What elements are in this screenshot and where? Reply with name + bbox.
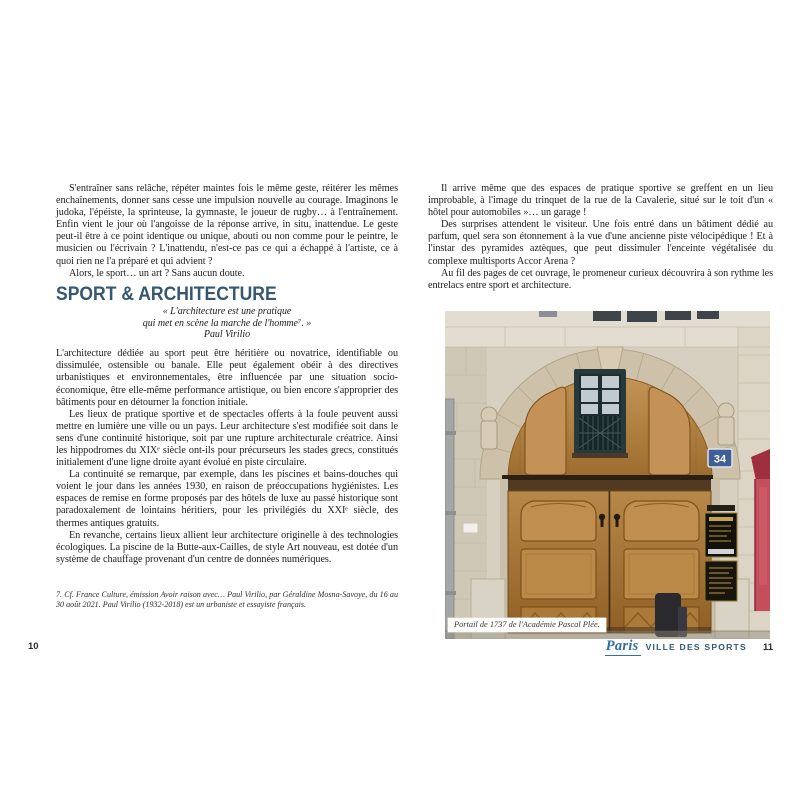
photo-caption: Portail de 1737 de l'Académie Pascal Plée. <box>448 618 606 632</box>
quote-line: « L'architecture est une pratique <box>162 305 292 317</box>
corbel-left <box>481 407 497 449</box>
page-number-left: 10 <box>28 641 39 652</box>
intro-paragraph: S'entraîner sans relâche, répéter maintes fois le même geste, réitérer les mêmes enchaînements, donner sans cesse une impulsion nouvelle au courage. Imaginons le judoka, l'épéiste, la sprinteuse, la gymnaste, le joueur de rugby… à l'entraînement. Enfin vient le jour où l'angoisse de la réponse arrive, in situ, inattendue. Le geste peut-il être à ce point identique ou unique, abouti ou non comme pour le peintre, le musicien ou l'écrivain ? L'inattendu, n'est-ce pas ce qui a échappé à l'artiste, ce à quoi rien ne l'a préparé et qui advient ? <box>56 183 398 267</box>
wall-sign <box>463 523 478 533</box>
transom-window <box>572 369 628 458</box>
drainpipe <box>445 399 456 639</box>
page-number-right: 11 <box>762 642 773 653</box>
footer-right <box>605 638 773 656</box>
body-paragraph: Des surprises attendent le visiteur. Une fois entré dans un bâtiment dédié au parfum, quel sera son étonnement à la vue d'une ancienne piste vélocipédique ! Et à l'instar des pyramides aztèques, que peut dissimuler l'enceinte végétalisée du complexe multisports Accor Arena ? <box>428 219 773 267</box>
intro-paragraph: Alors, le sport… un art ? Sans aucun doute. <box>69 267 245 279</box>
book-brand-logo: Paris <box>605 638 639 654</box>
body-paragraph: En revanche, certains lieux allient leur architecture originelle à des technologies écologiques. La piscine de la Butte-aux-Cailles, de style Art nouveau, est dotée d'un système de chauffage provenant d'un centre de données numériques. <box>56 529 398 565</box>
body-paragraph: Au fil des pages de cet ouvrage, le promeneur curieux découvrira à son rythme les entrelacs entre sport et architecture. <box>428 267 773 291</box>
lintel <box>502 475 713 491</box>
section-heading: SPORT & ARCHITECTURE <box>56 282 277 305</box>
body-paragraph: Il arrive même que des espaces de pratique sportive se greffent en un lieu improbable, à l'image du trinquet de la rue de la Cavalerie, situé sur le toit d'un « hôtel pour automobiles »… un garage ! <box>428 183 773 219</box>
portal-photo <box>445 311 770 639</box>
body-paragraph: L'architecture dédiée au sport peut être héritière ou novatrice, identifiable ou dissimulée, ostensible ou banale. Elle peut également obéir à des directives urbanistiques et environnementales, être influencée par une situation socio-économique, être elle-même performance artistique, ou bien encore s'approprier des bâtiments pour en détourner la fonction initiale. <box>56 348 398 408</box>
body-paragraph: La continuité se remarque, par exemple, dans les piscines et bains-douches qui voient le jour dans les années 1930, en raison de préoccupations hygiénistes. Les espaces de remise en forme proposés par des hôtels de luxe au passé historique sont paradoxalement de lointains héritiers, pour les privilégiés du XXIᵉ siècle, des thermes antiques gratuits. <box>56 469 398 529</box>
street-number-plaque <box>708 449 732 467</box>
street-number-text: 34 <box>713 453 727 466</box>
quote-line: qui met en scène la marche de l'homme⁷. » <box>142 317 312 329</box>
footnote: 7. Cf. France Culture, émission Avoir raison avec… Paul Virilio, par Géraldine Mosna-Savoye, du 16 au 30 août 2021. Paul Virilio (1932-2018) est un urbaniste et essayiste français. <box>56 590 398 609</box>
book-subtitle: VILLE DES SPORTS <box>645 642 747 652</box>
directory-plaques <box>705 505 737 601</box>
right-page-text-column <box>428 183 773 292</box>
body-paragraph: Les lieux de pratique sportive et de spectacles offerts à la foule peuvent aussi mettre en lumière une ville ou un pays. Leur architecture s'est modifiée soit dans le sens d'une continuité historique, soit par une rupture architecturale créatrice. Ainsi les hippodromes du XIXᵉ siècle ont-ils pour précurseurs les stades grecs, constitués initialement d'une ligne droite ayant évolué en piste circulaire. <box>56 408 398 469</box>
corbel-right <box>718 403 734 445</box>
left-page-text-column <box>56 183 398 566</box>
portal-photo-illustration <box>445 311 770 639</box>
epigraph-quote <box>56 306 398 341</box>
quote-author: Paul Virilio <box>203 329 251 341</box>
